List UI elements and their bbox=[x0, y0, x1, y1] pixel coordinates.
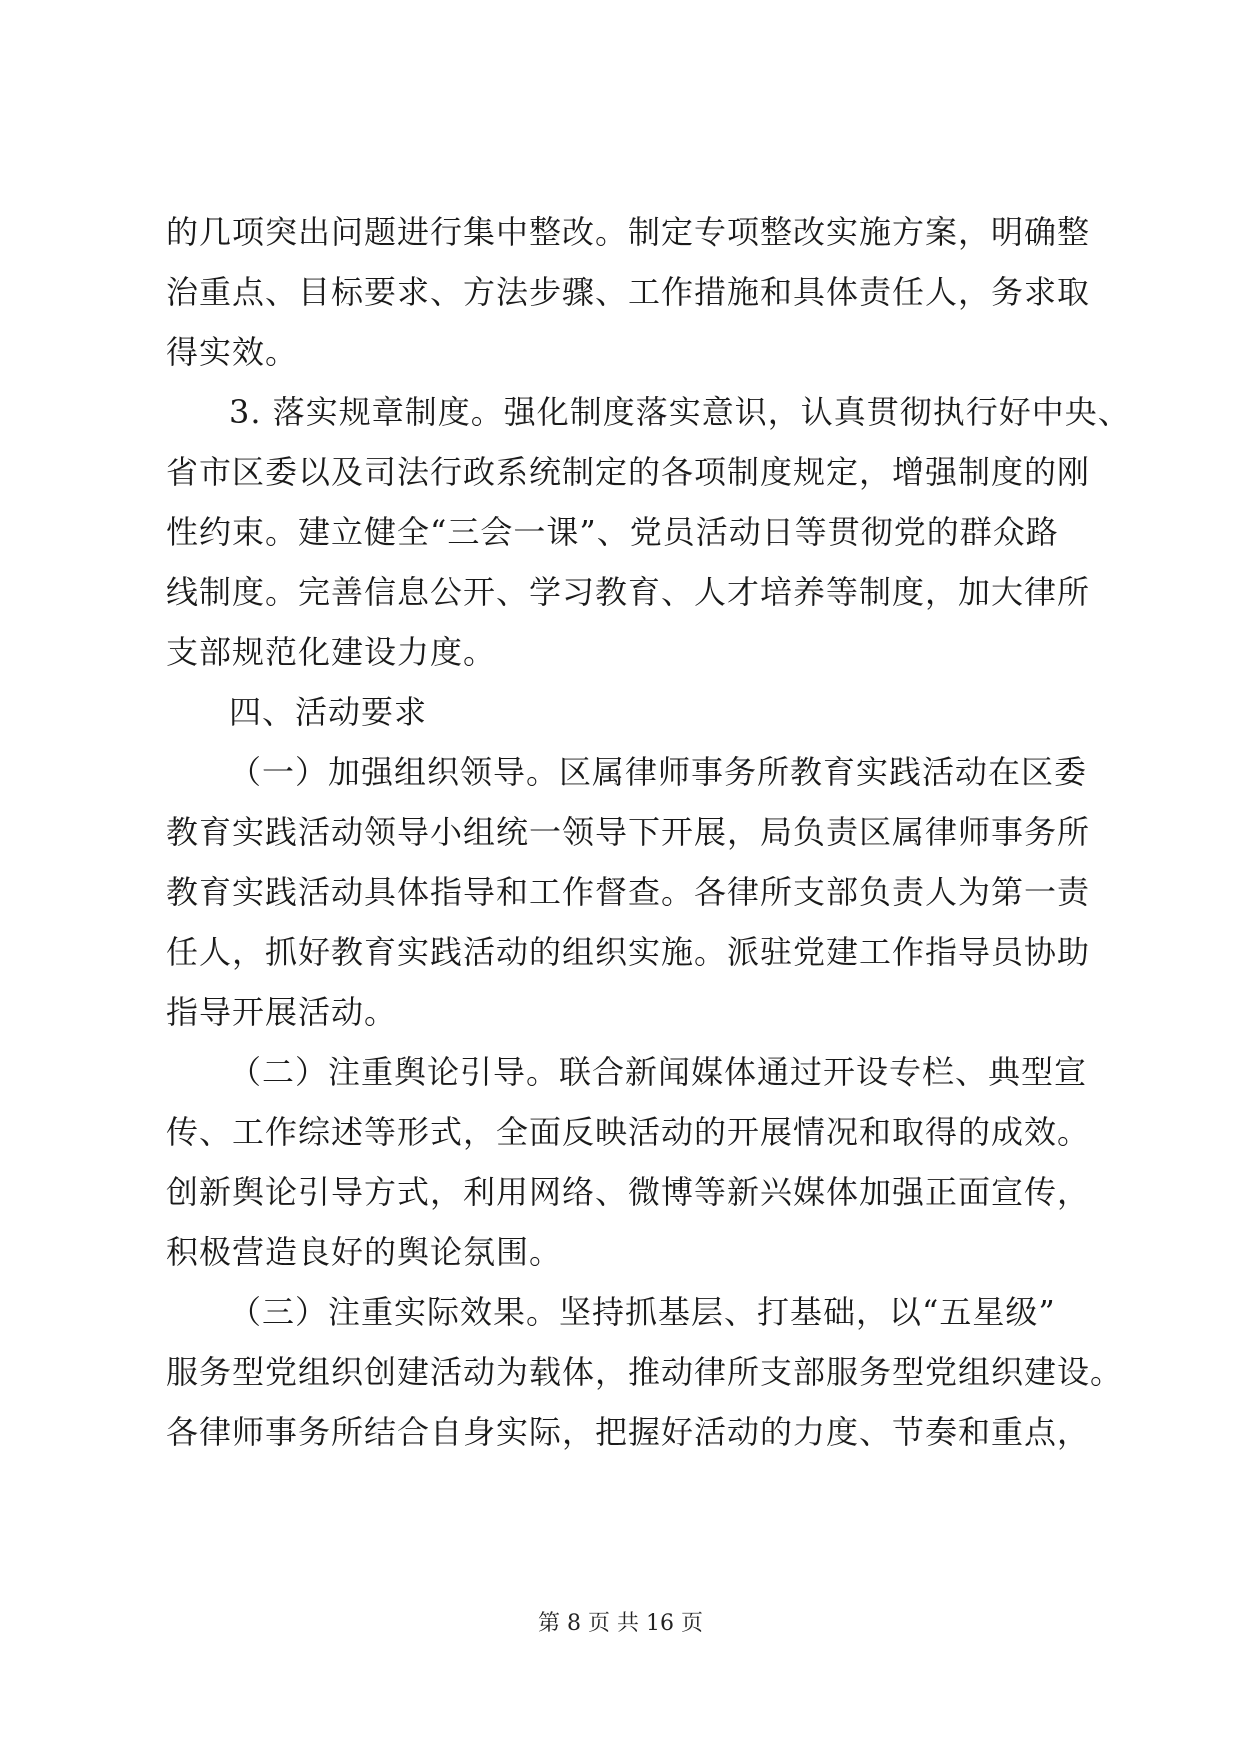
body-text-line: 指导开展活动。 bbox=[166, 993, 398, 1031]
body-text-line: 支部规范化建设力度。 bbox=[166, 633, 497, 671]
body-text-line: （三）注重实际效果。坚持抓基层、打基础，以“五星级” bbox=[229, 1293, 1056, 1331]
body-text-line: 服务型党组织创建活动为载体，推动律所支部服务型党组织建设。 bbox=[166, 1353, 1124, 1391]
body-text-line: 得实效。 bbox=[166, 333, 299, 371]
body-text-line: （一）加强组织领导。区属律师事务所教育实践活动在区委 bbox=[229, 753, 1088, 791]
body-text-line: 教育实践活动领导小组统一领导下开展，局负责区属律师事务所 bbox=[166, 813, 1091, 851]
body-text-line: 性约束。建立健全“三会一课”、党员活动日等贯彻党的群众路 bbox=[166, 513, 1059, 551]
page-number-footer: 第 8 页 共 16 页 bbox=[538, 1611, 703, 1636]
body-text-line: 任人，抓好教育实践活动的组织实施。派驻党建工作指导员协助 bbox=[166, 933, 1091, 971]
body-text-line: 省市区委以及司法行政系统制定的各项制度规定，增强制度的刚 bbox=[166, 453, 1091, 491]
body-text-line: 创新舆论引导方式，利用网络、微博等新兴媒体加强正面宣传， bbox=[166, 1173, 1091, 1211]
section-heading: 四、活动要求 bbox=[229, 693, 428, 731]
body-text-line: 的几项突出问题进行集中整改。制定专项整改实施方案，明确整 bbox=[166, 213, 1091, 251]
body-text-line: 各律师事务所结合自身实际，把握好活动的力度、节奏和重点， bbox=[166, 1413, 1091, 1451]
body-text-line: 教育实践活动具体指导和工作督查。各律所支部负责人为第一责 bbox=[166, 873, 1091, 911]
body-text-line: 3. 落实规章制度。强化制度落实意识，认真贯彻执行好中央、 bbox=[229, 393, 1131, 431]
body-text-line: 传、工作综述等形式，全面反映活动的开展情况和取得的成效。 bbox=[166, 1113, 1091, 1151]
body-text-line: 治重点、目标要求、方法步骤、工作措施和具体责任人，务求取 bbox=[166, 273, 1091, 311]
body-text-line: 线制度。完善信息公开、学习教育、人才培养等制度，加大律所 bbox=[166, 573, 1091, 611]
body-text-line: （二）注重舆论引导。联合新闻媒体通过开设专栏、典型宣 bbox=[229, 1053, 1088, 1091]
body-text-line: 积极营造良好的舆论氛围。 bbox=[166, 1233, 563, 1271]
